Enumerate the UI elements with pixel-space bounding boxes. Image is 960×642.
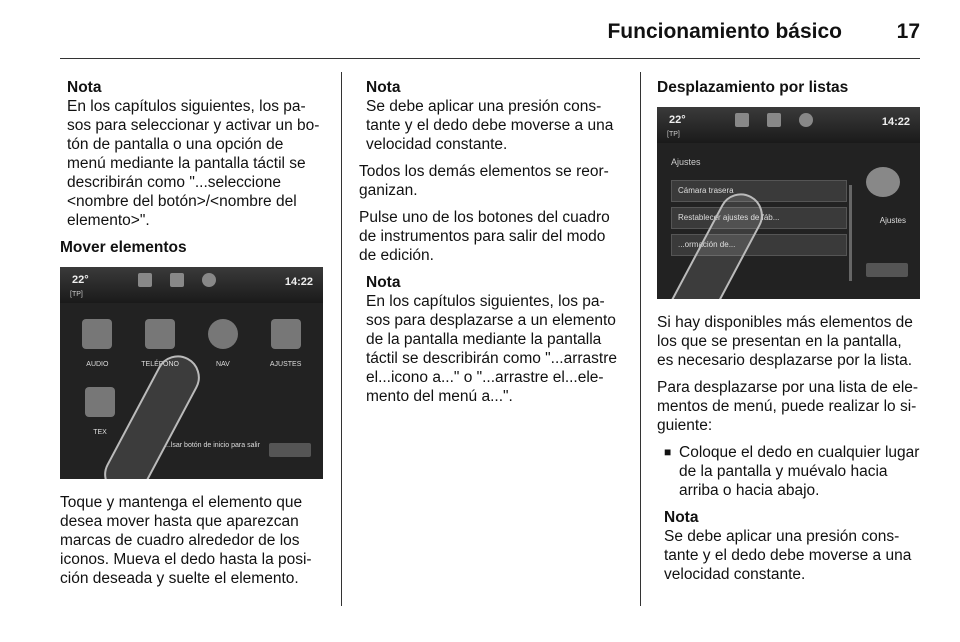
column-divider [341, 72, 342, 606]
note-block [657, 508, 921, 584]
temperature: 22° [669, 114, 686, 126]
phone-icon [170, 273, 184, 287]
phone-icon [767, 113, 781, 127]
status-bar [657, 107, 920, 143]
clock: 14:22 [284, 276, 313, 288]
status-icons [735, 113, 813, 127]
temperature: 22° [72, 274, 89, 286]
gear-icon [271, 319, 301, 349]
up-button [269, 443, 311, 457]
exit-hint: ...lsar botón de inicio para salir [165, 442, 260, 449]
app-nav [197, 319, 249, 374]
column-1 [60, 78, 325, 596]
app-label: TEX [93, 429, 107, 436]
app-label: AJUSTES [269, 361, 302, 368]
phone-icon [145, 319, 175, 349]
body-paragraph: Para desplazarse por una lista de ele-mentos de menú, puede realizar lo si-guiente: [657, 379, 919, 434]
app-settings [260, 319, 312, 374]
app-label: TELÉFONO [141, 361, 179, 368]
body-paragraph: Si hay disponibles más elementos de los que se presentan en la pantalla, es necesario desplazarse por la lista. [657, 314, 913, 369]
note-title: Nota [67, 79, 102, 96]
header-rule [60, 58, 920, 59]
body-paragraph: Toque y mantenga el elemento que desea mover hasta que aparezcan marcas de cuadro alrededor de los iconos. Mueva el dedo hasta la posi-ción deseada y suelte el elemento. [60, 494, 312, 587]
body-paragraph: Todos los demás elementos se reor-ganizan. [359, 163, 609, 199]
body-paragraph: Pulse uno de los botones del cuadro de instrumentos para salir del modo de edición. [359, 209, 610, 264]
column-3 [657, 78, 921, 592]
bullet-text: Coloque el dedo en cualquier lugar de la pantalla y muévalo hacia arriba o hacia abajo. [679, 444, 920, 499]
status-bar [60, 267, 323, 303]
column-divider [640, 72, 641, 606]
screenshot-settings-list [657, 107, 920, 299]
app-label: AUDIO [86, 361, 109, 368]
clock: 14:22 [881, 116, 910, 128]
list-item: ...ormación de... [671, 234, 847, 256]
note-text: En los capítulos siguientes, los pa-sos para seleccionar y activar un bo-tón de pantalla o una opción de menú mediante la pantalla táctil se describirán como "...seleccione <nombre del botón>/<nombre del elemento>". [67, 98, 320, 229]
chapter-title: Funcionamiento básico [607, 20, 842, 43]
section-heading: Desplazamiento por listas [657, 79, 849, 96]
column-2 [359, 78, 623, 414]
page-number: 17 [896, 20, 920, 43]
note-text: En los capítulos siguientes, los pa-sos para desplazarse a un elemento de la pantalla mediante la pantalla táctil se describirán como "...arrastre el...icono a..." o "...arrastre el...ele-mento del menú a...". [366, 293, 618, 405]
nav-icon [799, 113, 813, 127]
tp-indicator: [TP] [667, 131, 680, 138]
note-block [60, 78, 325, 230]
bullet-item [657, 443, 921, 500]
panel-title: Ajustes [671, 157, 701, 167]
app-label: NAV [215, 361, 230, 368]
note-title: Nota [664, 509, 699, 526]
section-heading: Mover elementos [60, 239, 187, 256]
note-block [359, 273, 623, 406]
app-text [74, 387, 126, 442]
status-icons [138, 273, 216, 287]
up-button [866, 263, 908, 277]
audio-icon [82, 319, 112, 349]
note-text: Se debe aplicar una presión cons-tante y el dedo debe moverse a una velocidad constante. [366, 98, 614, 153]
music-icon [138, 273, 152, 287]
tp-indicator: [TP] [70, 291, 83, 298]
scrollbar [849, 185, 852, 281]
note-block [359, 78, 623, 154]
list-item: Restablecer ajustes de fáb... [671, 207, 847, 229]
music-icon [735, 113, 749, 127]
settings-label: Ajustes [879, 216, 906, 225]
compass-icon [208, 319, 238, 349]
screenshot-home-screen [60, 267, 323, 479]
bullet-square-icon: ■ [664, 445, 672, 459]
app-audio [71, 319, 123, 374]
nav-icon [202, 273, 216, 287]
page-header [0, 0, 960, 62]
text-icon [85, 387, 115, 417]
note-text: Se debe aplicar una presión cons-tante y el dedo debe moverse a una velocidad constante. [664, 528, 912, 583]
gear-icon [866, 167, 900, 197]
note-title: Nota [366, 79, 401, 96]
note-title: Nota [366, 274, 401, 291]
list-item: Cámara trasera [671, 180, 847, 202]
